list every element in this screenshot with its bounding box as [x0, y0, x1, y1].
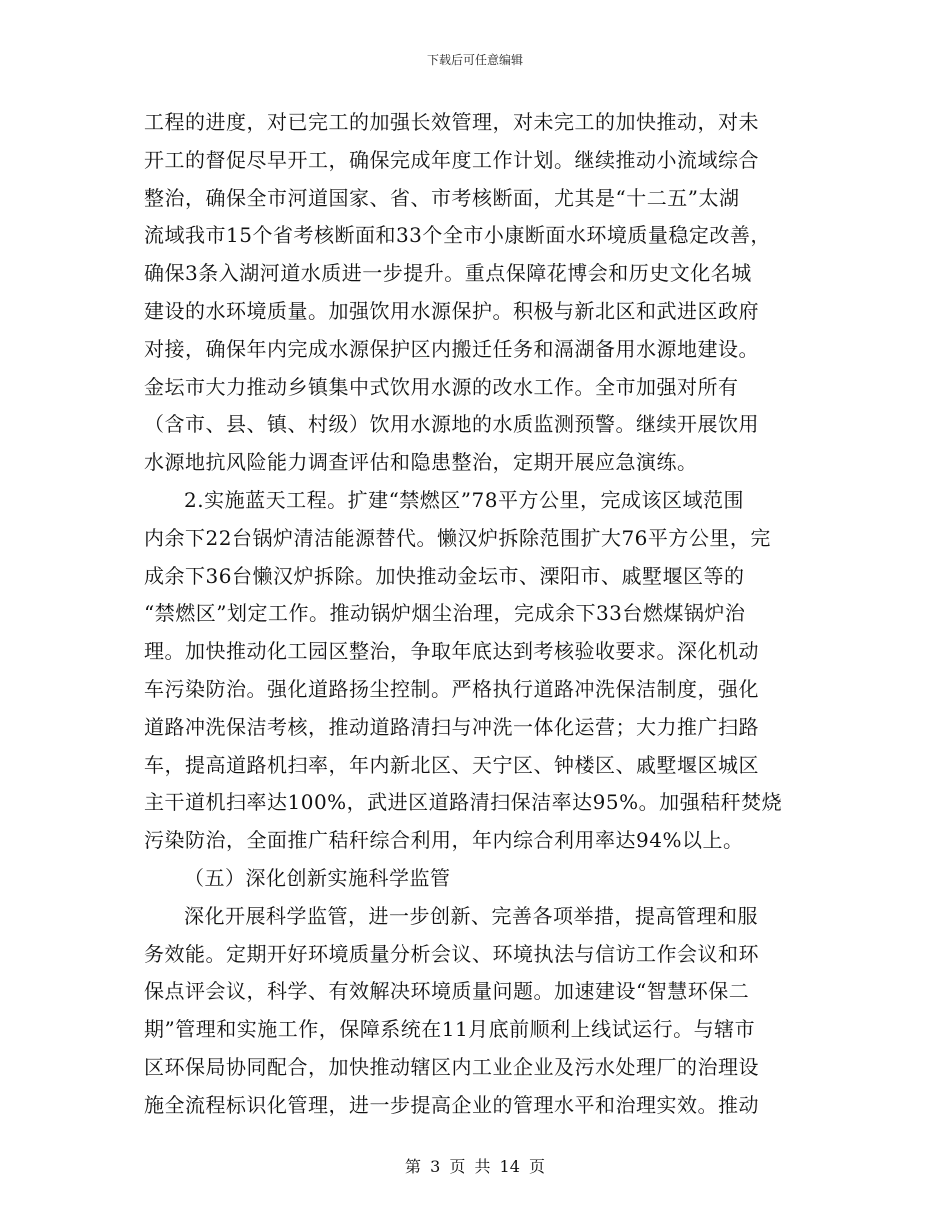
page-number: 第 3 页 共 14 页	[405, 1157, 545, 1176]
text-line: 内余下22台锅炉清洁能源替代。懒汉炉拆除范围扩大76平方公里，完	[144, 525, 771, 550]
text-line: 工程的进度，对已完工的加强长效管理，对未完工的加快推动，对未	[144, 110, 759, 134]
text-line: 整治，确保全市河道国家、省、市考核断面，尤其是“十二五”太湖	[144, 185, 740, 210]
text-line: 主干道机扫率达100%，武进区道路清扫保洁率达95%。加强秸秆焚烧	[144, 790, 783, 815]
page-header: 下载后可任意编辑	[426, 53, 523, 67]
text-line: 保点评会议，科学、有效解决环境质量问题。加速建设“智慧环保二	[144, 979, 750, 1004]
text-line: 期”管理和实施工作，保障系统在11月底前顺利上线试运行。与辖市	[144, 1017, 756, 1042]
text-line: 车，提高道路机扫率，年内新北区、天宁区、钟楼区、戚墅堰区城区	[144, 752, 759, 777]
text-line: 2.实施蓝天工程。扩建“禁燃区”78平方公里，完成该区域范围	[184, 487, 744, 512]
text-line: 流域我市15个省考核断面和33个全市小康断面水环境质量稳定改善，	[144, 223, 771, 248]
text-line: 深化开展科学监管，进一步创新、完善各项举措，提高管理和服	[184, 903, 758, 928]
text-line: 确保3条入湖河道水质进一步提升。重点保障花博会和历史文化名城	[144, 261, 752, 286]
text-line: 对接，确保年内完成水源保护区内搬迁任务和滆湖备用水源地建设。	[144, 336, 759, 361]
text-line: 施全流程标识化管理，进一步提高企业的管理水平和治理实效。推动	[144, 1092, 759, 1117]
text-line: 污染防治，全面推广秸秆综合利用，年内综合利用率达94%以上。	[144, 828, 744, 853]
text-line: 水源地抗风险能力调查评估和隐患整治，定期开展应急演练。	[144, 450, 698, 475]
text-line: 务效能。定期开好环境质量分析会议、环境执法与信访工作会议和环	[144, 941, 759, 966]
section-heading: （五）深化创新实施科学监管	[184, 865, 451, 890]
text-line: “禁燃区”划定工作。推动锅炉烟尘治理，完成余下33台燃煤锅炉治	[144, 601, 746, 626]
text-line: 车污染防治。强化道路扬尘控制。严格执行道路冲洗保洁制度，强化	[144, 676, 759, 701]
text-line: （含市、县、镇、村级）饮用水源地的水质监测预警。继续开展饮用	[144, 412, 759, 437]
text-line: 建设的水环境质量。加强饮用水源保护。积极与新北区和武进区政府	[144, 298, 759, 323]
text-line: 开工的督促尽早开工，确保完成年度工作计划。继续推动小流域综合	[144, 147, 759, 172]
text-line: 理。加快推动化工园区整治，争取年底达到考核验收要求。深化机动	[144, 639, 759, 664]
text-line: 成余下36台懒汉炉拆除。加快推动金坛市、溧阳市、戚墅堰区等的	[144, 563, 745, 588]
text-line: 金坛市大力推动乡镇集中式饮用水源的改水工作。全市加强对所有	[144, 374, 739, 399]
text-line: 道路冲洗保洁考核，推动道路清扫与冲洗一体化运营；大力推广扫路	[144, 714, 759, 739]
text-line: 区环保局协同配合，加快推动辖区内工业企业及污水处理厂的治理设	[144, 1054, 759, 1079]
body-text	[144, 104, 816, 1125]
